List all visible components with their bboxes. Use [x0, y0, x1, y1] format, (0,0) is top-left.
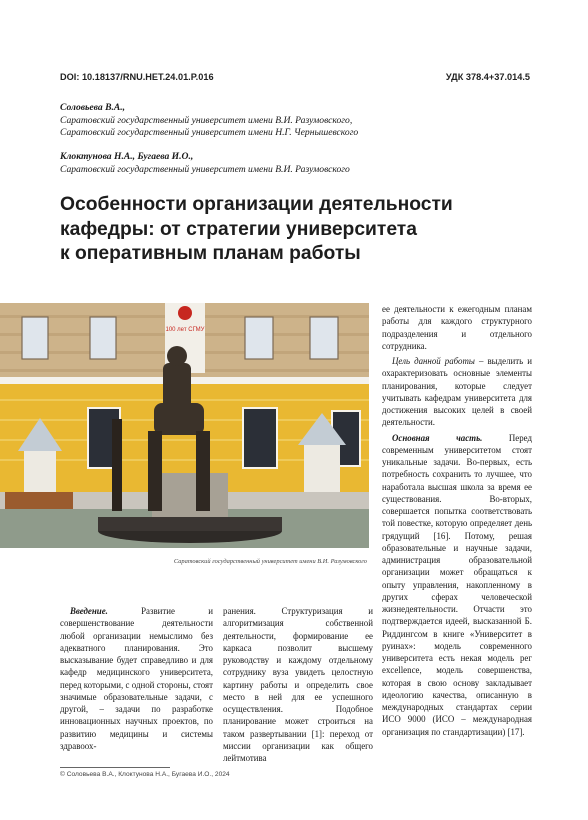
- author-block-1: [60, 102, 530, 140]
- article-title: [60, 193, 530, 267]
- paragraph-body: Развитие и совершенствование деятельности любой организации немыслимо без адекватного планирования. Это высказывание будет справедливо и для кафедр медицинского университета, перед которыми, с одной стороны, стоят значимые образовательные задачи, с другой, – задачи по разработке инновационных научных проектов, по развитию медицины и системы здравоох-: [60, 606, 213, 751]
- author-block-2: [60, 151, 530, 176]
- section-heading: Основная часть.: [392, 432, 483, 443]
- title-line: Особенности организации деятельности: [60, 194, 453, 215]
- title-line: к оперативным планам работы: [60, 243, 361, 264]
- author-affiliation: Саратовский государственный университет имени Н.Г. Чернышевского: [60, 127, 359, 139]
- paragraph: [382, 355, 532, 429]
- paragraph: ранения. Структуризация и алгоритмизация собственной деятельности, формирование ее каркаса позволит высшему руководству и каждому отдельному сотруднику вуза увидеть целостную картину работы и определить свое место в ней для ее успешного осуществления. Подобное планирование может строиться на таком развертывании [1]: переход от миссии организации как общего лейтмотива: [223, 606, 373, 763]
- paragraph-body: – выделить и охарактеризовать основные элементы планирования, которые следует учитывать кафедрам университета для достижения высоких целей в своей деятельности.: [382, 356, 532, 428]
- footnote-divider: [60, 767, 170, 768]
- university-photo: [0, 303, 369, 548]
- section-heading: Введение.: [70, 606, 108, 616]
- author-names-2: Клоктунова Н.А., Бугаева И.О.,: [60, 151, 194, 162]
- title-line: кафедры: от стратегии университета: [60, 218, 417, 240]
- author-affiliation: Саратовский государственный университет имени В.И. Разумовского,: [60, 114, 353, 126]
- photo-illustration: [0, 303, 369, 548]
- copyright-notice: © Соловьева В.А., Клоктунова Н.А., Бугаева И.О., 2024: [60, 771, 230, 778]
- doi-label: DOI: 10.18137/RNU.HET.24.01.P.016: [60, 72, 214, 82]
- author-affiliation: Саратовский государственный университет имени В.И. Разумовского: [60, 163, 350, 175]
- banner-text: 100 лет СГМУ: [165, 327, 205, 333]
- figure-caption: Саратовский государственный университет имени В.И. Разумовского: [173, 558, 367, 565]
- left-column-text: [60, 605, 213, 752]
- udk-label: УДК 378.4+37.014.5: [445, 72, 530, 82]
- paragraph: [60, 605, 213, 752]
- middle-column-text: [223, 605, 373, 764]
- right-column-text: [382, 303, 532, 738]
- paragraph: ее деятельности к ежегодным планам работы для каждого структурного подразделения и отдельного сотрудника.: [382, 304, 532, 351]
- paragraph-body: Перед современным университетом стоят уникальные задачи. Во-первых, есть потребность сохранить то лучшее, что наработала высшая школа за время ее существования. Во-вторых, совершается попытка соответствовать той повестке, которую определяет день грядущий [16]. Потому, решая образовательные и научные задачи, администрация образовательной организации может обращаться к опыту управления, накопленному в других сферах человеческой жизнедеятельности. Отчасти это подтверждается идеей, высказанной Б. Риддингсом в книге «Университет в руинах»: модель современного университета есть некая модель рег excellence, модель совершенства, которая в свою основу закладывает идеологию качества, описанную в международных стандартах серии ИСО 9000 (ИСО – международная организация по стандартизации) [17].: [382, 432, 533, 737]
- paragraph-lead: Цель данной работы: [392, 356, 475, 366]
- author-names-1: Соловьева В.А.,: [60, 102, 126, 113]
- paragraph: [382, 432, 532, 738]
